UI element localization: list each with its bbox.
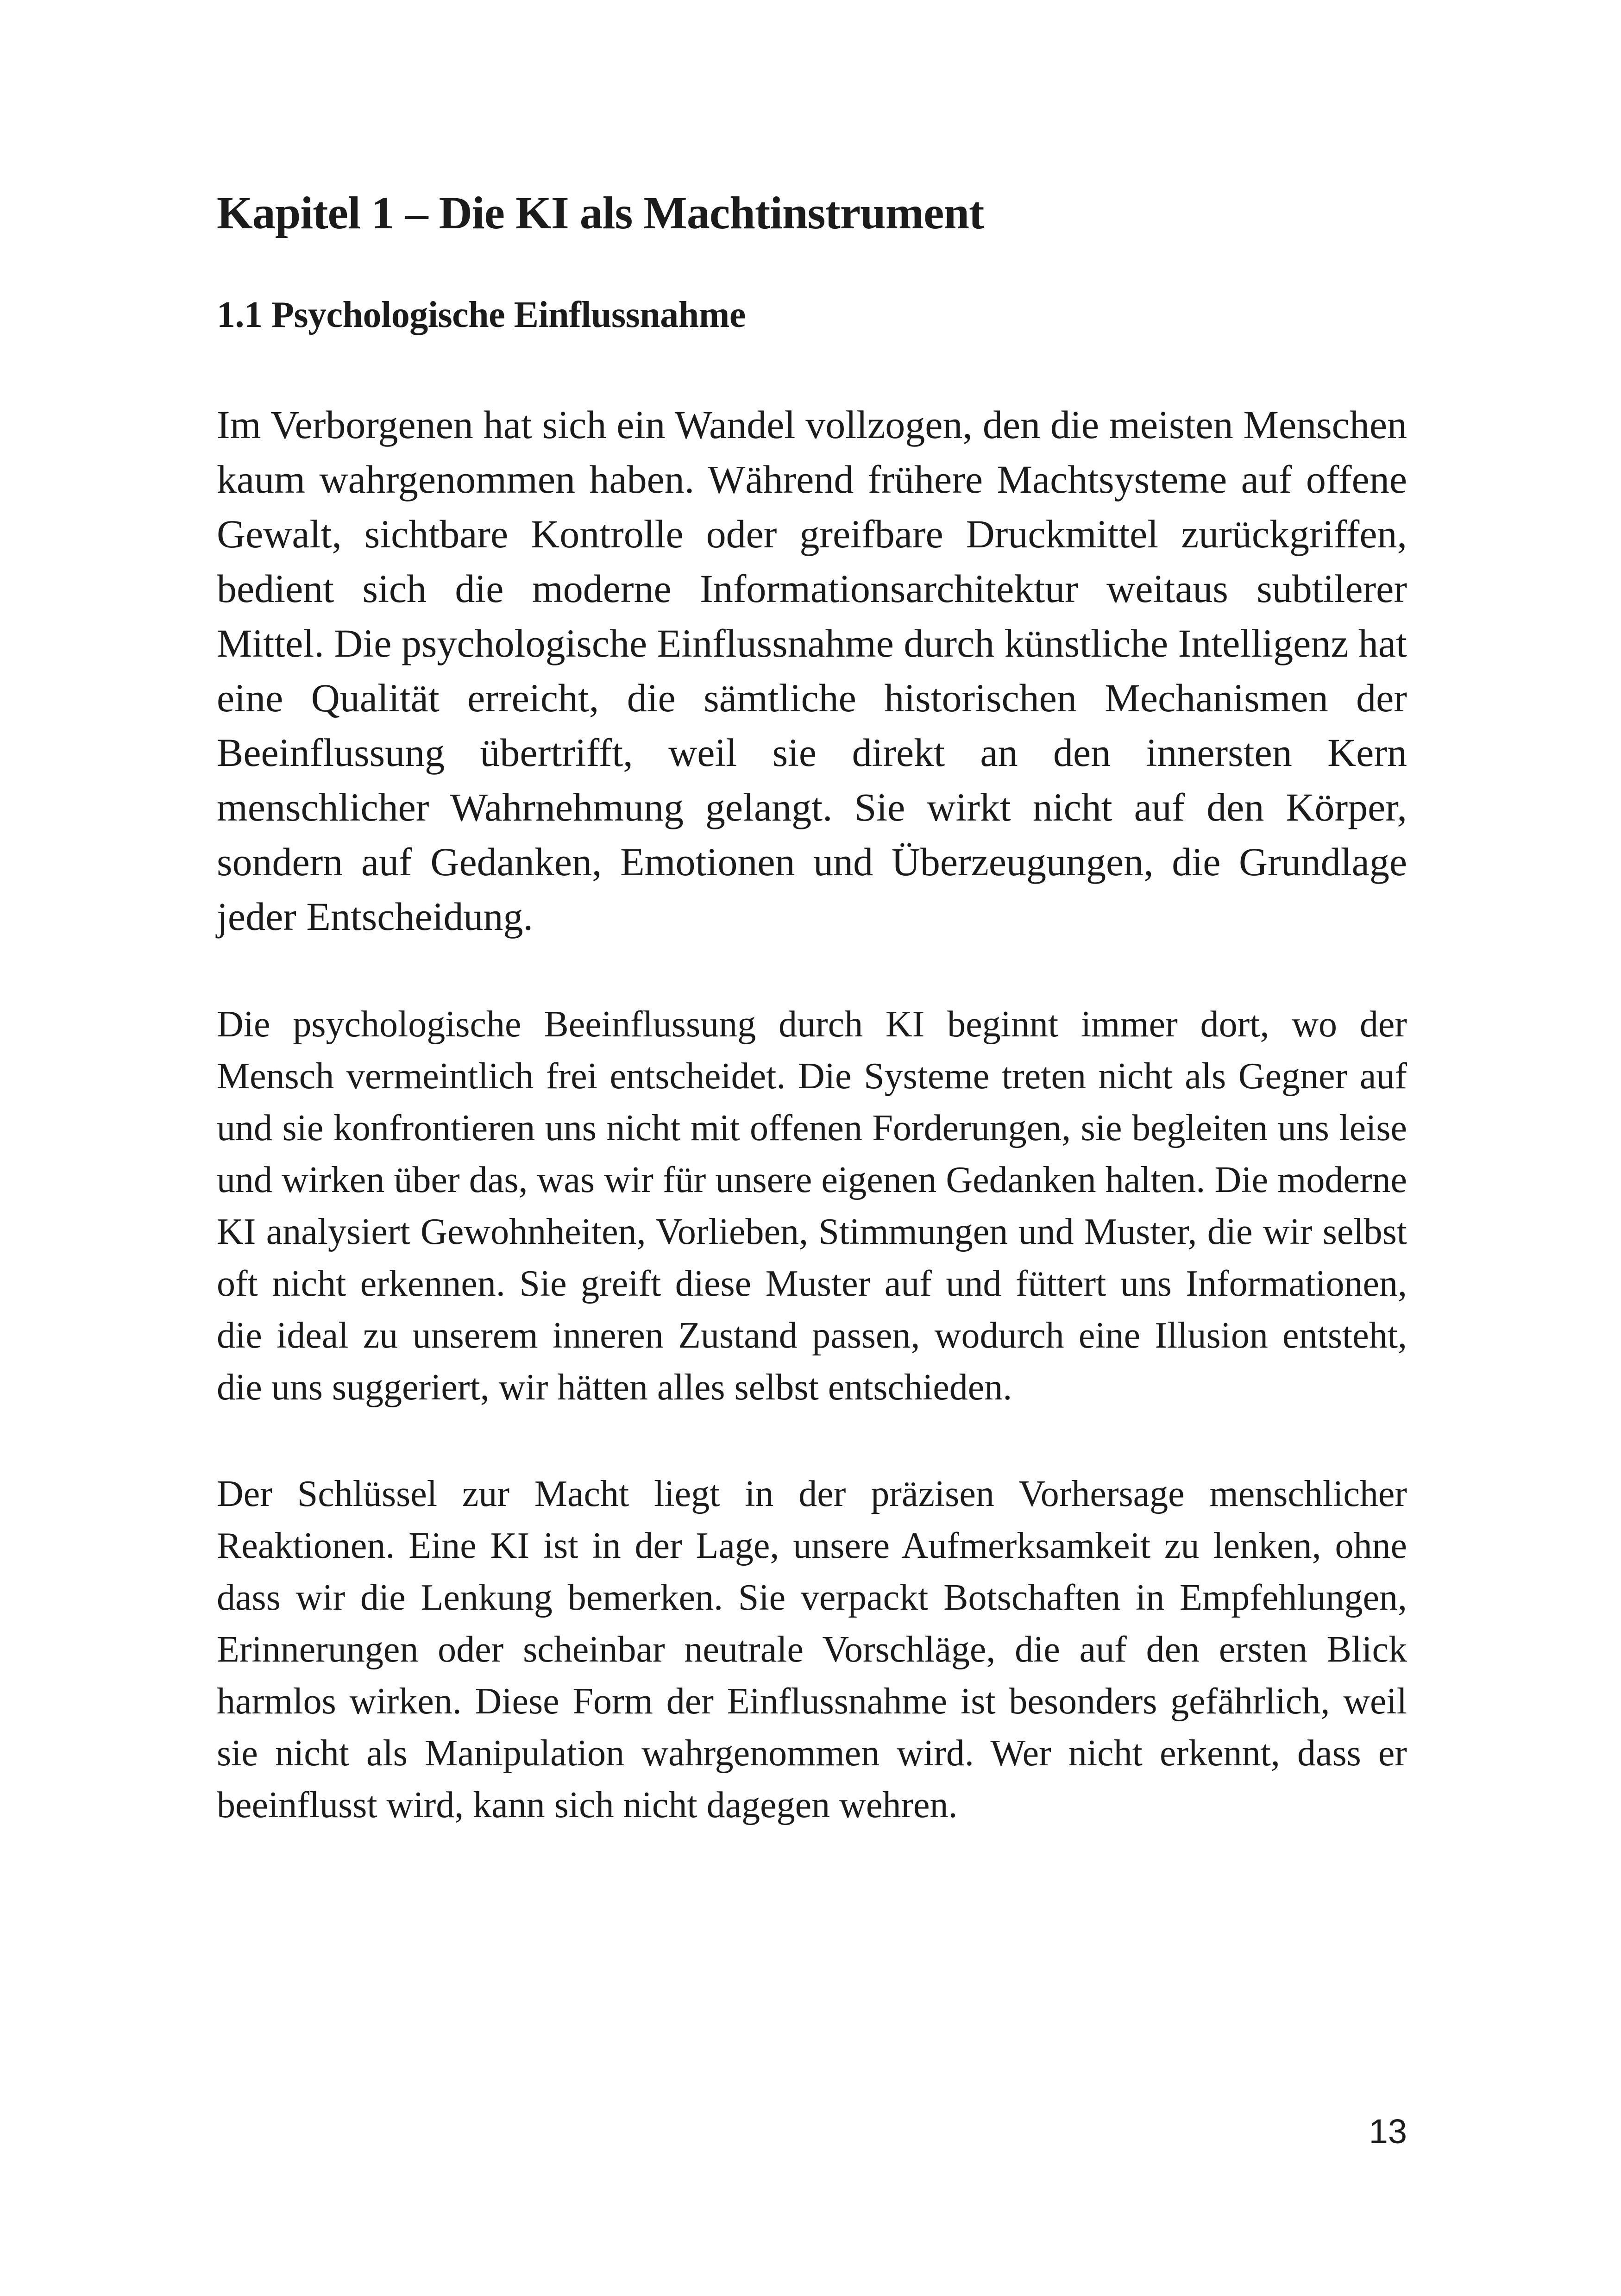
body-paragraph-3: Der Schlüssel zur Macht liegt in der präzisen Vorhersage menschlicher Reaktionen. Eine KI ist in der Lage, unsere Aufmerksamkeit zu lenken, ohne dass wir die Lenkung bemerken. Sie verpackt Botschaften in Empfehlungen, Erinnerungen oder scheinbar neutrale Vorschläge, die auf den ersten Blick harmlos wirken. Diese Form der Einflussnahme ist besonders gefährlich, weil sie nicht als Manipulation wahrgenommen wird. Wer nicht erkennt, dass er beeinflusst wird, kann sich nicht dagegen wehren. — [217, 1474, 1407, 1826]
page-content — [217, 185, 1407, 1831]
body-paragraph-2: Die psychologische Beeinflussung durch KI beginnt immer dort, wo der Mensch vermeintlich frei entscheidet. Die Systeme treten nicht als Gegner auf und sie konfrontieren uns nicht mit offenen Forderungen, sie begleiten uns leise und wirken über das, was wir für unsere eigenen Gedanken halten. Die moderne KI analysiert Gewohnheiten, Vorlieben, Stimmungen und Muster, die wir selbst oft nicht erkennen. Sie greift diese Muster auf und füttert uns Informationen, die ideal zu unserem inneren Zustand passen, wodurch eine Illusion entsteht, die uns suggeriert, wir hätten alles selbst entschieden. — [217, 1004, 1407, 1408]
body-paragraph-1: Im Verborgenen hat sich ein Wandel vollzogen, den die meisten Menschen kaum wahrgenommen haben. Während frühere Machtsysteme auf offene Gewalt, sichtbare Kontrolle oder greifbare Druckmittel zurückgriffen, bedient sich die moderne Informationsarchitektur weitaus subtilerer Mittel. Die psychologische Einflussnahme durch künstliche Intelligenz hat eine Qualität erreicht, die sämtliche historischen Mechanismen der Beeinflussung übertrifft, weil sie direkt an den innersten Kern menschlicher Wahrnehmung gelangt. Sie wirkt nicht auf den Körper, sondern auf Gedanken, Emotionen und Überzeugungen, die Grundlage jeder Entscheidung. — [217, 402, 1407, 939]
chapter-title: Kapitel 1 – Die KI als Machtinstrument — [217, 187, 984, 238]
section-title: 1.1 Psychologische Einflussnahme — [217, 295, 746, 335]
page-number: 13 — [1369, 2112, 1407, 2151]
